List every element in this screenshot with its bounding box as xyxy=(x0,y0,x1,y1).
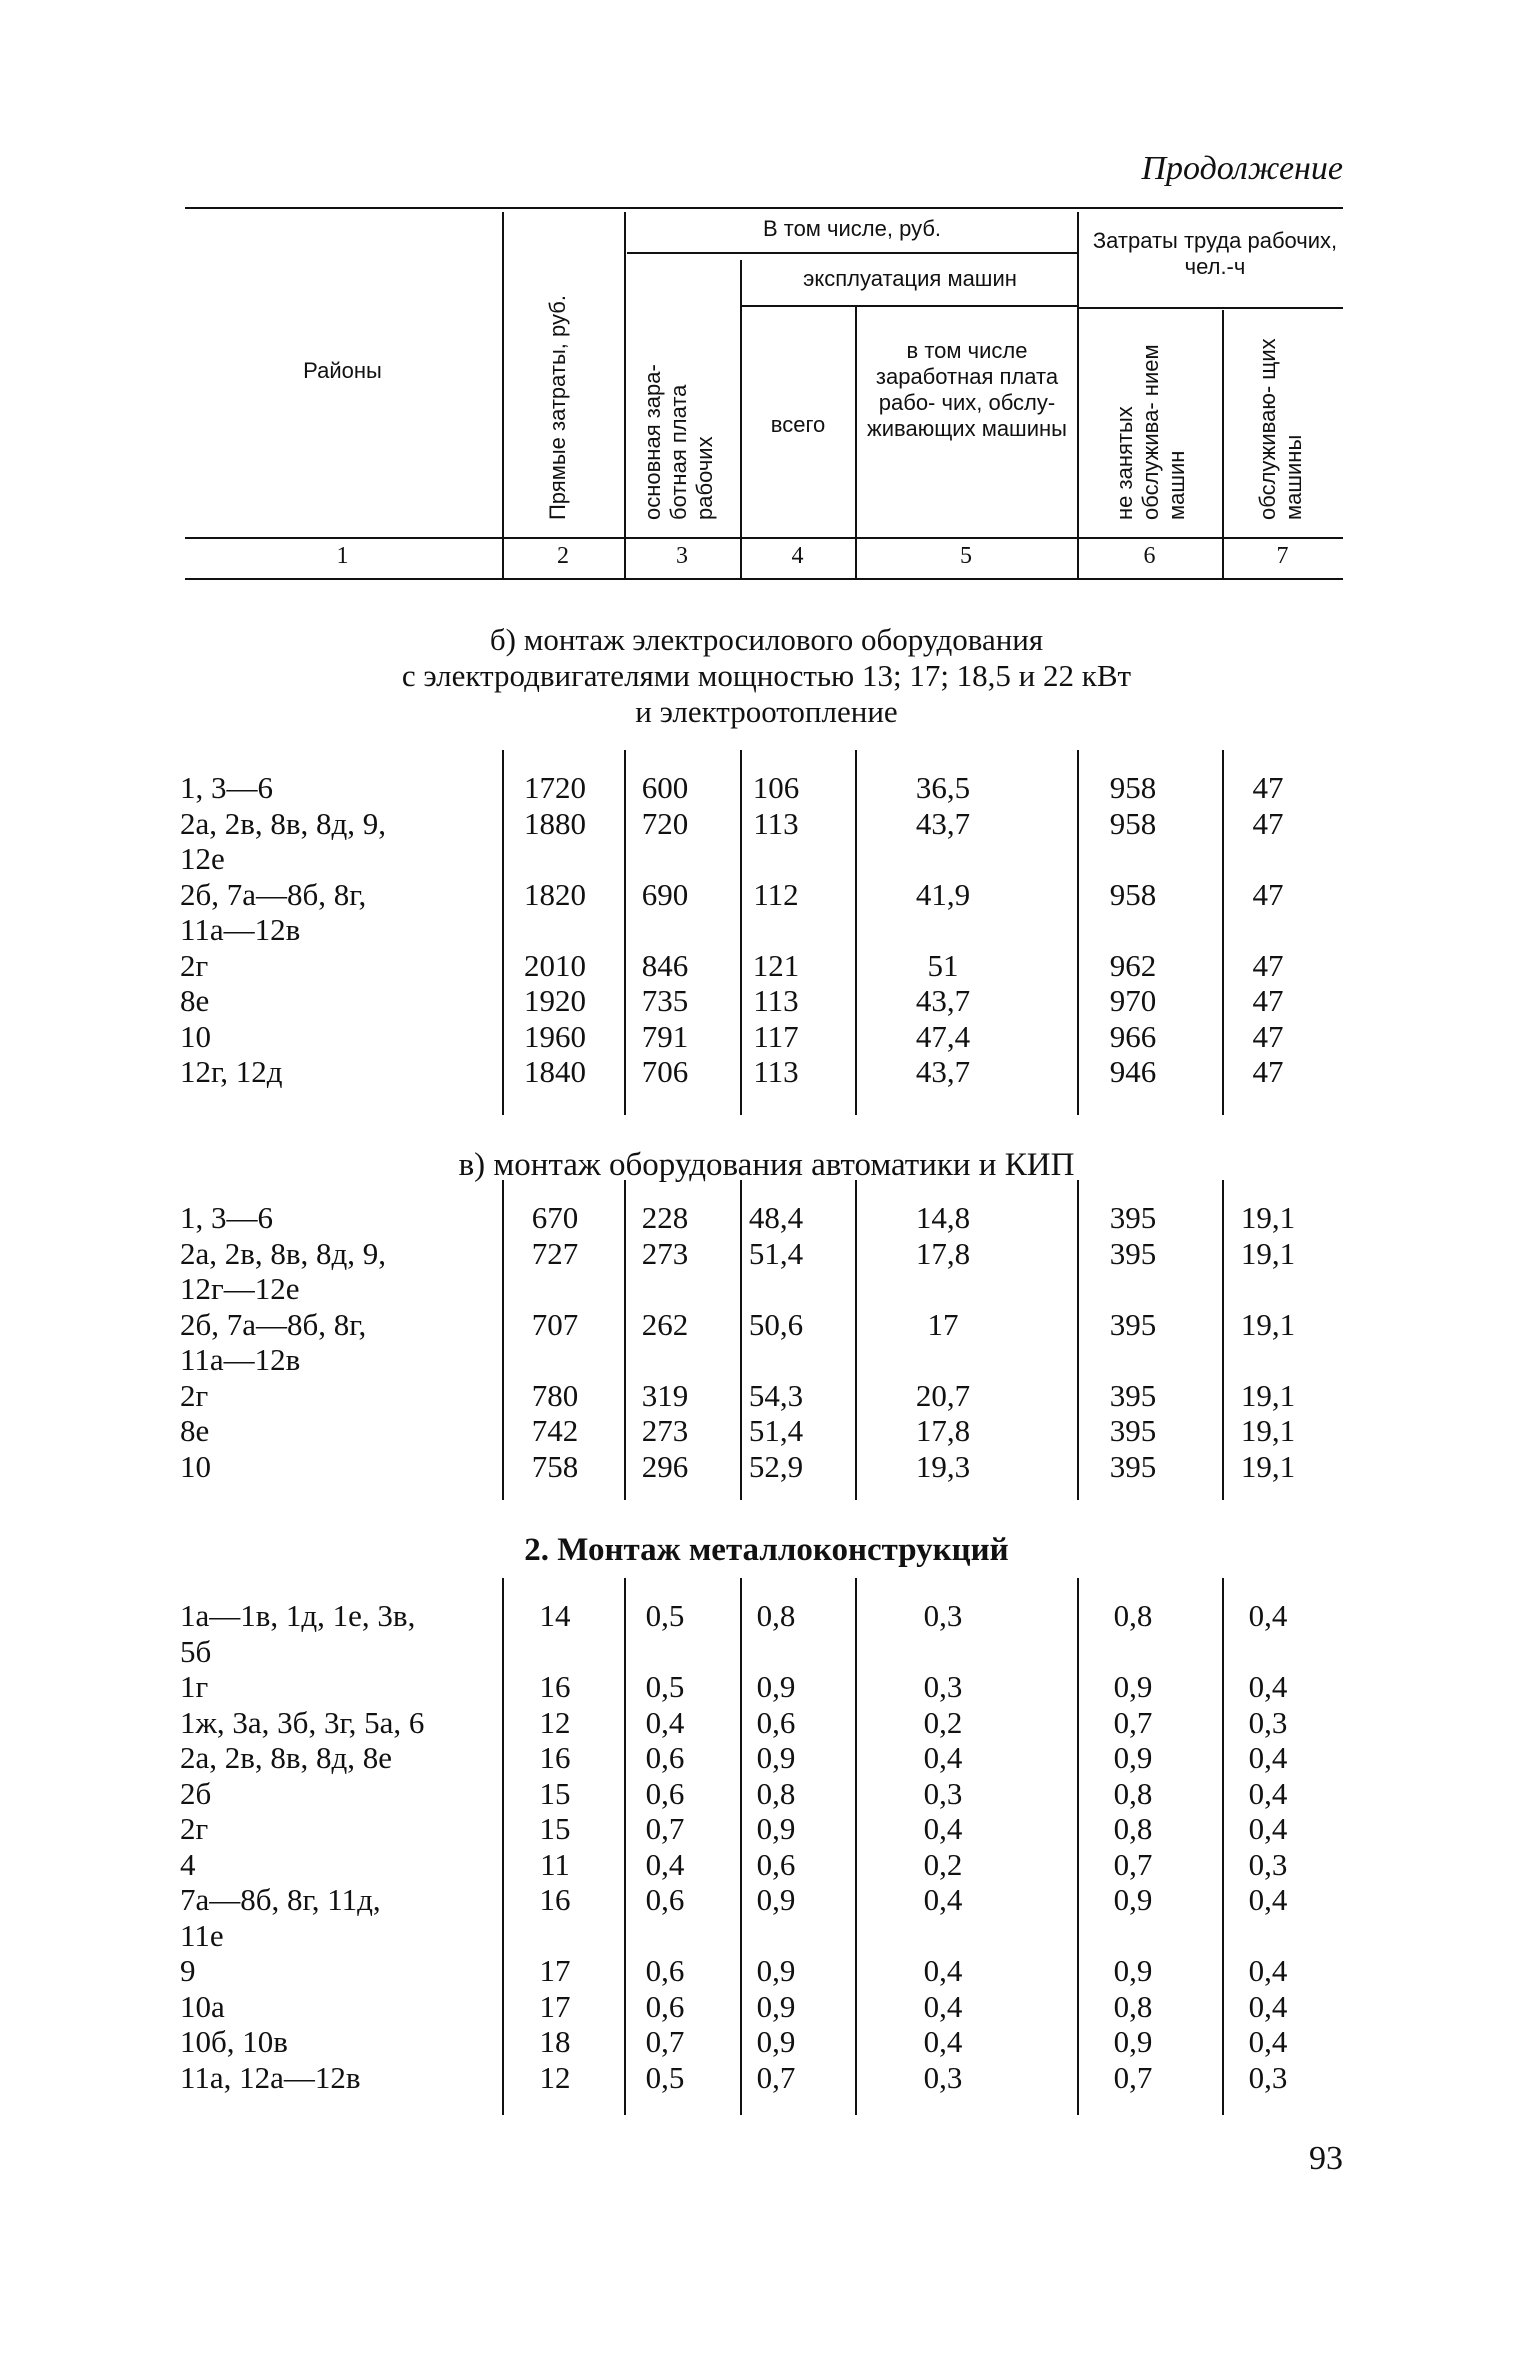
table-cell: 117 xyxy=(753,1018,799,1054)
table-cell: 48,4 xyxy=(748,1200,804,1235)
region-label: 7а—8б, 8г, 11д, xyxy=(180,1882,381,1917)
table-cell: 0,8 xyxy=(1113,1598,1153,1633)
table-cell: 0,4 xyxy=(923,2024,963,2059)
table-cell: 0,8 xyxy=(1113,1811,1153,1846)
table-cell: 0,4 xyxy=(1248,1882,1288,1917)
section-b-title-1: б) монтаж электросилового оборудования xyxy=(489,622,1044,657)
table-cell: 0,7 xyxy=(1113,1704,1153,1740)
table-cell: 19,1 xyxy=(1240,1448,1296,1484)
region-label: 2а, 2в, 8в, 8д, 9, xyxy=(180,1235,387,1271)
region-label: 8е xyxy=(180,1413,210,1448)
table-cell: 50,6 xyxy=(748,1306,804,1342)
region-label: 10а xyxy=(180,1988,225,2024)
table-cell: 16 xyxy=(539,1740,571,1775)
table-cell: 113 xyxy=(753,983,799,1018)
region-label: 12г, 12д xyxy=(180,1054,283,1089)
incl-wage-header: в том числе заработная плата рабо- чих, обслу- живающих машины xyxy=(867,338,1067,441)
base-wage-header: основная зара- ботная плата рабочих xyxy=(640,364,717,520)
table-cell: 395 xyxy=(1109,1306,1157,1342)
table-cell: 0,4 xyxy=(1248,1740,1288,1775)
region-label: 4 xyxy=(180,1846,196,1882)
column-rule xyxy=(502,750,504,1115)
table-cell: 19,1 xyxy=(1240,1306,1296,1342)
operating-header: обслуживаю- щих машины xyxy=(1255,338,1306,520)
table-cell: 319 xyxy=(641,1377,689,1413)
table-cell: 0,4 xyxy=(1248,1775,1288,1811)
table-cell: 0,4 xyxy=(645,1846,685,1882)
table-cell: 0,9 xyxy=(756,1669,796,1704)
region-label: 10 xyxy=(180,1448,211,1484)
table-cell: 0,2 xyxy=(923,1704,963,1740)
region-label: 2б, 7а—8б, 8г, xyxy=(180,1306,367,1342)
header-vline xyxy=(1222,310,1224,578)
column-rule xyxy=(855,1578,857,2115)
table-cell: 19,1 xyxy=(1240,1377,1296,1413)
table-cell: 0,3 xyxy=(923,2059,963,2095)
table-cell: 36,5 xyxy=(915,770,971,805)
header-vline xyxy=(855,305,857,578)
table-cell: 12 xyxy=(539,2059,571,2095)
table-cell: 0,4 xyxy=(923,1882,963,1917)
table-cell: 706 xyxy=(641,1054,689,1089)
region-label: 2а, 2в, 8в, 8д, 8е xyxy=(180,1740,393,1775)
table-cell: 47,4 xyxy=(915,1018,971,1054)
table-cell: 47 xyxy=(1252,876,1284,912)
region-label: 10б, 10в xyxy=(180,2024,288,2059)
table-cell: 19,1 xyxy=(1240,1200,1296,1235)
table-cell: 0,3 xyxy=(923,1775,963,1811)
table-cell: 41,9 xyxy=(915,876,971,912)
section-b-title-3: и электроотопление xyxy=(635,694,898,729)
region-label: 1г xyxy=(180,1669,209,1704)
page-number: 93 xyxy=(1309,2140,1343,2177)
table-cell: 846 xyxy=(641,947,689,983)
region-label: 1ж, 3а, 3б, 3г, 5а, 6 xyxy=(180,1704,425,1740)
region-label: 11а, 12а—12в xyxy=(180,2059,361,2095)
table-cell: 18 xyxy=(539,2024,571,2059)
table-cell: 51,4 xyxy=(748,1413,804,1448)
table-cell: 0,7 xyxy=(1113,2059,1153,2095)
table-cell: 600 xyxy=(641,770,689,805)
regions-header: Районы xyxy=(303,358,382,383)
table-cell: 52,9 xyxy=(748,1448,804,1484)
table-cell: 43,7 xyxy=(915,983,971,1018)
header-vline xyxy=(502,212,504,578)
table-cell: 958 xyxy=(1109,876,1157,912)
region-label: 12е xyxy=(180,841,225,876)
table-cell: 0,4 xyxy=(923,1740,963,1775)
table-cell: 0,3 xyxy=(1248,2059,1288,2095)
table-cell: 758 xyxy=(531,1448,579,1484)
region-label: 5б xyxy=(180,1633,212,1669)
table-cell: 0,6 xyxy=(645,1953,685,1988)
table-cell: 395 xyxy=(1109,1448,1157,1484)
table-cell: 0,6 xyxy=(756,1846,796,1882)
table-cell: 16 xyxy=(539,1882,571,1917)
table-cell: 0,7 xyxy=(1113,1846,1153,1882)
table-cell: 2010 xyxy=(524,947,586,983)
column-rule xyxy=(502,1180,504,1500)
total-header: всего xyxy=(770,412,826,437)
header-vline xyxy=(624,212,626,578)
section-b-title-2: с электродвигателями мощностью 13; 17; 18,5 и 22 кВт xyxy=(401,658,1132,693)
table-cell: 228 xyxy=(641,1200,689,1235)
table-cell: 0,7 xyxy=(756,2059,796,2095)
table-cell: 0,9 xyxy=(756,1882,796,1917)
table-cell: 1960 xyxy=(524,1018,586,1054)
table-cell: 51,4 xyxy=(748,1235,804,1271)
table-cell: 15 xyxy=(539,1811,571,1846)
table-cell: 0,8 xyxy=(1113,1775,1153,1811)
table-cell: 962 xyxy=(1109,947,1157,983)
table-cell: 0,5 xyxy=(645,1669,685,1704)
region-label: 1а—1в, 1д, 1е, 3в, xyxy=(180,1598,416,1633)
table-cell: 670 xyxy=(531,1200,579,1235)
table-cell: 0,4 xyxy=(1248,1988,1288,2024)
table-cell: 0,9 xyxy=(756,1811,796,1846)
table-cell: 0,4 xyxy=(1248,1669,1288,1704)
table-cell: 20,7 xyxy=(915,1377,971,1413)
incl-rub-header: В том числе, руб. xyxy=(762,216,942,241)
table-cell: 0,9 xyxy=(1113,1669,1153,1704)
region-label: 2б xyxy=(180,1775,212,1811)
table-cell: 0,9 xyxy=(1113,2024,1153,2059)
table-cell: 0,4 xyxy=(923,1953,963,1988)
table-cell: 54,3 xyxy=(748,1377,804,1413)
table-cell: 742 xyxy=(531,1413,579,1448)
table-cell: 0,9 xyxy=(756,2024,796,2059)
table-cell: 0,8 xyxy=(1113,1988,1153,2024)
table-cell: 47 xyxy=(1252,770,1284,805)
table-cell: 0,9 xyxy=(756,1988,796,2024)
machine-rule xyxy=(740,305,1077,307)
column-rule xyxy=(1077,750,1079,1115)
table-cell: 17,8 xyxy=(915,1235,971,1271)
table-cell: 690 xyxy=(641,876,689,912)
table-cell: 780 xyxy=(531,1377,579,1413)
table-cell: 12 xyxy=(539,1704,571,1740)
table-cell: 735 xyxy=(641,983,689,1018)
table-cell: 1840 xyxy=(524,1054,586,1089)
column-rule xyxy=(1077,1180,1079,1500)
region-label: 1, 3—6 xyxy=(180,770,273,805)
not-operating-header: не занятых обслужива- нием машин xyxy=(1112,344,1189,520)
region-label: 9 xyxy=(180,1953,196,1988)
region-label: 8е xyxy=(180,983,210,1018)
table-cell: 1720 xyxy=(524,770,586,805)
table-cell: 0,9 xyxy=(756,1953,796,1988)
direct-costs-header: Прямые затраты, руб. xyxy=(545,295,570,520)
table-cell: 11 xyxy=(540,1846,570,1882)
table-cell: 113 xyxy=(753,805,799,841)
table-cell: 15 xyxy=(539,1775,571,1811)
table-cell: 0,8 xyxy=(756,1775,796,1811)
continuation-label: Продолжение xyxy=(1141,150,1343,187)
table-cell: 17 xyxy=(539,1988,571,2024)
colnum-4: 4 xyxy=(791,543,804,569)
column-rule xyxy=(1077,1578,1079,2115)
table-cell: 19,3 xyxy=(915,1448,971,1484)
colnum-7: 7 xyxy=(1276,543,1289,569)
table-cell: 707 xyxy=(531,1306,579,1342)
colnum-5: 5 xyxy=(960,543,972,569)
region-label: 2г xyxy=(180,1377,209,1413)
region-label: 11а—12в xyxy=(180,1342,301,1377)
incl-rule xyxy=(627,252,1077,254)
column-rule xyxy=(855,750,857,1115)
table-cell: 0,3 xyxy=(1248,1846,1288,1882)
table-cell: 296 xyxy=(641,1448,689,1484)
table-cell: 946 xyxy=(1109,1054,1157,1089)
table-cell: 0,3 xyxy=(1248,1704,1288,1740)
table-cell: 14 xyxy=(539,1598,571,1633)
table-cell: 727 xyxy=(531,1235,579,1271)
table-cell: 0,4 xyxy=(1248,1811,1288,1846)
table-cell: 966 xyxy=(1109,1018,1157,1054)
table-cell: 112 xyxy=(753,876,799,912)
table-cell: 43,7 xyxy=(915,1054,971,1089)
table-cell: 262 xyxy=(641,1306,689,1342)
table-cell: 0,3 xyxy=(923,1669,963,1704)
table-cell: 0,4 xyxy=(645,1704,685,1740)
table-cell: 1920 xyxy=(524,983,586,1018)
table-cell: 395 xyxy=(1109,1413,1157,1448)
table-cell: 19,1 xyxy=(1240,1413,1296,1448)
table-cell: 17 xyxy=(927,1306,959,1342)
region-label: 2б, 7а—8б, 8г, xyxy=(180,876,367,912)
table-cell: 395 xyxy=(1109,1200,1157,1235)
table-cell: 395 xyxy=(1109,1377,1157,1413)
table-cell: 47 xyxy=(1252,805,1284,841)
table-cell: 43,7 xyxy=(915,805,971,841)
labor-costs-header: Затраты труда рабочих, чел.-ч xyxy=(1092,228,1338,279)
table-cell: 0,6 xyxy=(756,1704,796,1740)
table-cell: 47 xyxy=(1252,947,1284,983)
header-vline xyxy=(1077,212,1079,578)
table-cell: 0,7 xyxy=(645,2024,685,2059)
table-cell: 0,2 xyxy=(923,1846,963,1882)
column-rule xyxy=(855,1180,857,1500)
table-cell: 0,4 xyxy=(1248,2024,1288,2059)
region-label: 1, 3—6 xyxy=(180,1200,273,1235)
region-label: 11а—12в xyxy=(180,912,301,947)
colnum-6: 6 xyxy=(1143,543,1156,569)
section-2-title: 2. Монтаж металлоконструкций xyxy=(524,1532,1009,1568)
table-cell: 0,9 xyxy=(1113,1882,1153,1917)
table-cell: 0,8 xyxy=(756,1598,796,1633)
machine-operation-header: эксплуатация машин xyxy=(803,266,1017,291)
table-cell: 791 xyxy=(641,1018,689,1054)
table-cell: 0,3 xyxy=(923,1598,963,1633)
table-cell: 0,4 xyxy=(1248,1598,1288,1633)
table-cell: 113 xyxy=(753,1054,799,1089)
table-cell: 958 xyxy=(1109,805,1157,841)
region-label: 11е xyxy=(180,1917,224,1953)
section-v-title: в) монтаж оборудования автоматики и КИП xyxy=(458,1147,1075,1183)
colnum-2: 2 xyxy=(557,543,569,569)
table-cell: 0,5 xyxy=(645,2059,685,2095)
header-bottom-rule xyxy=(185,537,1343,539)
table-cell: 0,4 xyxy=(1248,1953,1288,1988)
table-cell: 0,9 xyxy=(756,1740,796,1775)
table-cell: 47 xyxy=(1252,983,1284,1018)
table-cell: 0,9 xyxy=(1113,1953,1153,1988)
table-cell: 273 xyxy=(641,1413,689,1448)
table-cell: 14,8 xyxy=(915,1200,971,1235)
table-cell: 47 xyxy=(1252,1018,1284,1054)
table-cell: 720 xyxy=(641,805,689,841)
table-cell: 0,4 xyxy=(923,1811,963,1846)
table-cell: 970 xyxy=(1109,983,1157,1018)
region-label: 2а, 2в, 8в, 8д, 9, xyxy=(180,805,387,841)
table-cell: 17,8 xyxy=(915,1413,971,1448)
header-top-rule xyxy=(185,207,1343,209)
colnum-1: 1 xyxy=(336,543,349,569)
table-cell: 0,9 xyxy=(1113,1740,1153,1775)
region-label: 10 xyxy=(180,1018,211,1054)
table-cell: 19,1 xyxy=(1240,1235,1296,1271)
table-cell: 1880 xyxy=(524,805,586,841)
table-cell: 51 xyxy=(927,947,959,983)
column-rule xyxy=(502,1578,504,2115)
table-cell: 17 xyxy=(539,1953,571,1988)
table-cell: 1820 xyxy=(524,876,586,912)
table-cell: 47 xyxy=(1252,1054,1284,1089)
table-cell: 0,5 xyxy=(645,1598,685,1633)
region-label: 12г—12е xyxy=(180,1271,300,1306)
region-label: 2г xyxy=(180,947,209,983)
region-label: 2г xyxy=(180,1811,209,1846)
table-cell: 0,6 xyxy=(645,1988,685,2024)
colnum-bottom-rule xyxy=(185,578,1343,580)
table-cell: 121 xyxy=(752,947,800,983)
table-cell: 106 xyxy=(752,770,800,805)
table-cell: 0,6 xyxy=(645,1775,685,1811)
table-cell: 958 xyxy=(1109,770,1157,805)
table-cell: 0,4 xyxy=(923,1988,963,2024)
table-cell: 0,6 xyxy=(645,1882,685,1917)
table-cell: 16 xyxy=(539,1669,571,1704)
table-cell: 395 xyxy=(1109,1235,1157,1271)
table-cell: 0,7 xyxy=(645,1811,685,1846)
colnum-3: 3 xyxy=(676,543,688,569)
table-cell: 0,6 xyxy=(645,1740,685,1775)
table-cell: 273 xyxy=(641,1235,689,1271)
